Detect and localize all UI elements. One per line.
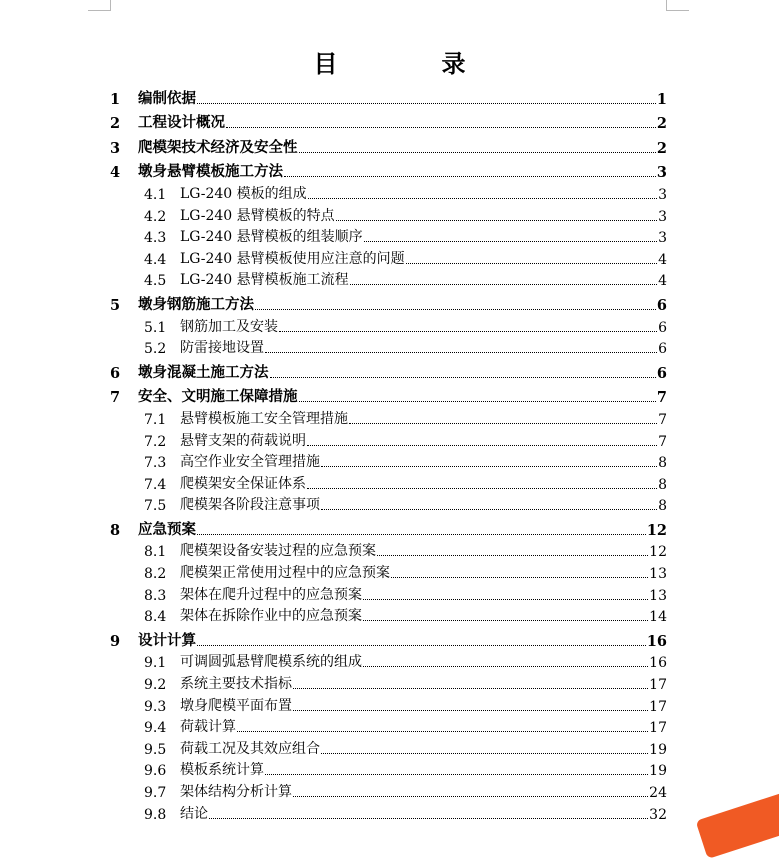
toc-entry-title: 系统主要技术指标 [180,676,292,693]
toc-entry-section[interactable] [110,428,667,450]
toc-entry-page: 12 [649,544,667,561]
toc-dot-leader [307,445,657,446]
toc-entry-title: LG-240 悬臂模板施工流程 [180,272,349,289]
toc-entry-title: 工程设计概况 [138,114,225,132]
toc-entry-number: 4.1 [144,186,167,203]
toc-entry-page: 1 [656,90,667,108]
toc-entry-chapter[interactable] [110,382,667,407]
toc-entry-page: 16 [646,632,667,650]
toc-entry-section[interactable] [110,758,667,780]
toc-entry-number: 8.2 [144,566,167,583]
table-of-contents [110,83,667,823]
toc-entry-page: 7 [656,389,667,407]
toc-entry-page: 32 [649,806,667,823]
toc-entry-number: 9.3 [144,698,167,715]
toc-entry-chapter[interactable] [110,514,667,539]
toc-entry-page: 8 [658,498,667,515]
toc-entry-page: 8 [658,455,667,472]
toc-entry-number: 9.5 [144,741,167,758]
toc-entry-number: 7.1 [144,411,167,428]
toc-dot-leader [197,103,656,104]
toc-dot-leader [270,377,656,378]
toc-entry-number: 9.2 [144,677,167,694]
toc-entry-section[interactable] [110,450,667,472]
toc-dot-leader [321,509,657,510]
toc-entry-title: 钢筋加工及安装 [180,318,278,335]
toc-entry-page: 17 [649,698,667,715]
toc-dot-leader [293,688,648,689]
corner-accent [696,787,779,859]
toc-entry-title: 荷载计算 [180,719,236,736]
toc-dot-leader [209,818,648,819]
toc-dot-leader [321,753,648,754]
toc-entry-chapter[interactable] [110,357,667,382]
toc-entry-section[interactable] [110,801,667,823]
toc-entry-title: 防雷接地设置 [180,340,264,357]
toc-entry-section[interactable] [110,582,667,604]
toc-dot-leader [307,488,657,489]
toc-dot-leader [406,263,657,264]
toc-entry-number: 9 [110,632,121,650]
toc-dot-leader [293,796,648,797]
toc-entry-section[interactable] [110,736,667,758]
toc-entry-title: 编制依据 [138,89,196,107]
toc-entry-page: 6 [656,296,667,314]
toc-entry-title: LG-240 模板的组成 [180,185,307,202]
toc-entry-number: 5 [110,296,121,314]
toc-entry-section[interactable] [110,336,667,358]
toc-entry-section[interactable] [110,693,667,715]
toc-entry-title: 爬模架技术经济及安全性 [138,138,298,156]
toc-dot-leader [363,599,648,600]
toc-entry-number: 7.3 [144,455,167,472]
toc-entry-page: 19 [649,741,667,758]
toc-entry-section[interactable] [110,246,667,268]
toc-entry-number: 3 [110,139,121,157]
toc-entry-number: 9.8 [144,806,167,823]
toc-entry-number: 8.3 [144,587,167,604]
toc-entry-section[interactable] [110,203,667,225]
toc-entry-section[interactable] [110,650,667,672]
crop-mark-top-left [88,0,111,11]
toc-entry-title: 应急预案 [138,520,196,538]
toc-entry-section[interactable] [110,604,667,626]
toc-dot-leader [391,577,648,578]
toc-entry-title: 墩身钢筋施工方法 [138,295,254,313]
toc-dot-leader [226,127,656,128]
toc-entry-title: 悬臂模板施工安全管理措施 [180,410,348,427]
toc-entry-title: LG-240 悬臂模板的组装顺序 [180,229,363,246]
toc-entry-page: 4 [658,251,667,268]
toc-entry-page: 3 [656,164,667,182]
toc-entry-title: 墩身爬模平面布置 [180,697,292,714]
toc-entry-section[interactable] [110,225,667,247]
toc-entry-page: 19 [649,763,667,780]
toc-entry-title: 爬模架正常使用过程中的应急预案 [180,565,390,582]
toc-entry-page: 7 [658,411,667,428]
toc-entry-title: 架体结构分析计算 [180,784,292,800]
toc-entry-number: 4.4 [144,251,167,268]
toc-entry-page: 3 [658,186,667,203]
toc-entry-page: 2 [656,139,667,157]
toc-entry-number: 9.1 [144,655,167,672]
toc-entry-section[interactable] [110,268,667,290]
toc-entry-section[interactable] [110,560,667,582]
toc-entry-number: 6 [110,364,121,382]
toc-entry-number: 9.7 [144,785,167,801]
toc-dot-leader [237,731,648,732]
toc-entry-number: 8.4 [144,609,167,626]
toc-dot-leader [364,241,657,242]
toc-entry-title: 模板系统计算 [180,762,264,779]
toc-dot-leader [349,423,657,424]
toc-entry-page: 3 [658,208,667,225]
toc-dot-leader [321,466,657,467]
toc-entry-number: 2 [110,115,121,133]
toc-entry-title: 爬模架设备安装过程的应急预案 [180,543,376,560]
toc-dot-leader [350,284,657,285]
toc-entry-chapter[interactable] [110,289,667,314]
toc-entry-title: 墩身悬臂模板施工方法 [138,163,283,181]
toc-entry-page: 24 [649,785,667,801]
toc-entry-number: 7.2 [144,433,167,450]
toc-entry-number: 4.5 [144,273,167,290]
toc-entry-title: 高空作业安全管理措施 [180,454,320,471]
toc-title: 目 录 [313,49,506,78]
toc-entry-page: 6 [656,364,667,382]
toc-entry-section[interactable] [110,314,667,336]
toc-dot-leader [279,331,657,332]
toc-dot-leader [363,666,648,667]
toc-entry-section[interactable] [110,471,667,493]
toc-entry-number: 5.2 [144,341,167,358]
toc-dot-leader [299,152,656,153]
toc-entry-chapter[interactable] [110,108,667,133]
crop-mark-top-right [666,0,689,11]
toc-entry-section[interactable] [110,181,667,203]
toc-entry-title: 爬模架各阶段注意事项 [180,497,320,514]
toc-dot-leader [363,620,648,621]
toc-entry-title: 结论 [180,805,208,822]
toc-entry-chapter[interactable] [110,132,667,157]
toc-entry-page: 14 [649,609,667,626]
toc-dot-leader [299,401,656,402]
toc-entry-page: 16 [649,655,667,672]
toc-entry-number: 1 [110,90,121,108]
toc-entry-title: 可调圆弧悬臂爬模系统的组成 [180,654,362,671]
toc-dot-leader [377,555,648,556]
toc-entry-title: 架体在拆除作业中的应急预案 [180,608,362,625]
toc-entry-title: LG-240 悬臂模板的特点 [180,207,335,224]
toc-entry-page: 6 [658,341,667,358]
toc-entry-chapter[interactable] [110,157,667,182]
toc-dot-leader [197,645,646,646]
toc-entry-title: 架体在爬升过程中的应急预案 [180,586,362,603]
toc-entry-chapter[interactable] [110,625,667,650]
toc-entry-section[interactable] [110,779,667,801]
toc-entry-page: 2 [656,115,667,133]
toc-entry-title: 设计计算 [138,631,196,649]
toc-entry-number: 5.1 [144,319,167,336]
toc-entry-title: 安全、文明施工保障措施 [138,388,298,406]
toc-dot-leader [336,220,657,221]
toc-entry-title: 爬模架安全保证体系 [180,475,306,492]
toc-entry-page: 12 [646,521,667,539]
toc-dot-leader [308,198,657,199]
toc-entry-number: 7.4 [144,476,167,493]
toc-dot-leader [265,774,648,775]
toc-entry-page: 13 [649,587,667,604]
toc-entry-number: 4 [110,164,121,182]
toc-dot-leader [265,352,657,353]
toc-entry-title: LG-240 悬臂模板使用应注意的问题 [180,250,405,267]
toc-entry-page: 17 [649,677,667,694]
toc-entry-number: 4.2 [144,208,167,225]
toc-entry-title: 墩身混凝土施工方法 [138,363,269,381]
toc-dot-leader [197,534,646,535]
toc-entry-page: 17 [649,720,667,737]
toc-entry-title: 悬臂支架的荷载说明 [180,432,306,449]
toc-entry-number: 9.6 [144,763,167,780]
toc-dot-leader [293,710,648,711]
toc-entry-section[interactable] [110,406,667,428]
toc-entry-page: 7 [658,433,667,450]
toc-entry-section[interactable] [110,671,667,693]
toc-entry-number: 8.1 [144,544,167,561]
toc-entry-page: 13 [649,566,667,583]
toc-entry-page: 4 [658,273,667,290]
toc-entry-number: 7.5 [144,498,167,515]
toc-entry-section[interactable] [110,493,667,515]
toc-entry-number: 9.4 [144,720,167,737]
toc-entry-section[interactable] [110,539,667,561]
toc-dot-leader [284,176,656,177]
toc-entry-title: 荷载工况及其效应组合 [180,740,320,757]
toc-entry-page: 6 [658,319,667,336]
toc-entry-number: 4.3 [144,230,167,247]
toc-entry-page: 8 [658,476,667,493]
toc-entry-page: 3 [658,230,667,247]
toc-entry-chapter[interactable] [110,83,667,108]
toc-entry-number: 7 [110,389,121,407]
toc-entry-section[interactable] [110,715,667,737]
toc-entry-number: 8 [110,521,121,539]
toc-dot-leader [255,309,656,310]
